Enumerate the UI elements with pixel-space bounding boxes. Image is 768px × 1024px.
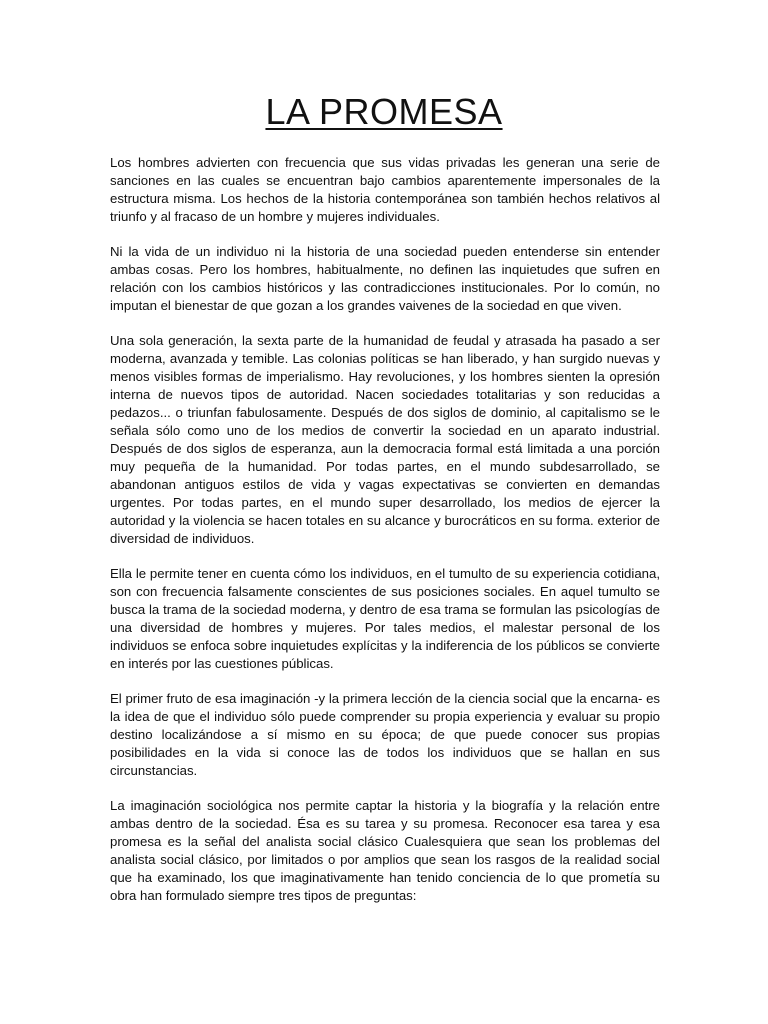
- paragraph-4: Ella le permite tener en cuenta cómo los individuos, en el tumulto de su experiencia cotidiana, son con frecuencia falsamente conscientes de sus posiciones sociales. En aquel tumulto se busca la trama de la sociedad moderna, y dentro de esa trama se formulan las psicologías de una diversidad de hombres y mujeres. Por tales medios, el malestar personal de los individuos se enfoca sobre inquietudes explícitas y la indiferencia de los públicos se convierte en interés por las cuestiones públicas.: [110, 566, 660, 671]
- document-title: LA PROMESA: [265, 91, 503, 132]
- document-body: [110, 154, 660, 922]
- paragraph-1: Los hombres advierten con frecuencia que sus vidas privadas les generan una serie de sanciones en las cuales se encuentran bajo cambios aparentemente impersonales de la estructura misma. Los hechos de la historia contemporánea son también hechos relativos al triunfo y al fracaso de un hombre y mujeres individuales.: [110, 155, 660, 224]
- paragraph-6: La imaginación sociológica nos permite captar la historia y la biografía y la relación entre ambas dentro de la sociedad. Ésa es su tarea y su promesa. Reconocer esa tarea y esa promesa es la señal del analista social clásico Cualesquiera que sean los problemas del analista social clásico, por limitados o por amplios que sean los rasgos de la realidad social que ha examinado, los que imaginativamente han tenido conciencia de lo que prometía su obra han formulado siempre tres tipos de preguntas:: [110, 798, 660, 903]
- paragraph-2: Ni la vida de un individuo ni la historia de una sociedad pueden entenderse sin entender ambas cosas. Pero los hombres, habitualmente, no definen las inquietudes que sufren en relación con los cambios históricos y las contradicciones institucionales. Por lo común, no imputan el bienestar de que gozan a los grandes vaivenes de la sociedad en que viven.: [110, 244, 660, 313]
- paragraph-5: El primer fruto de esa imaginación -y la primera lección de la ciencia social que la encarna- es la idea de que el individuo sólo puede comprender su propia experiencia y evaluar su propio destino localizándose a sí mismo en su época; de que puede conocer sus propias posibilidades en la vida si conoce las de todos los individuos que se hallan en sus circunstancias.: [110, 691, 660, 778]
- paragraph-3: Una sola generación, la sexta parte de la humanidad de feudal y atrasada ha pasado a ser moderna, avanzada y temible. Las colonias políticas se han liberado, y han surgido nuevas y menos visibles formas de imperialismo. Hay revoluciones, y los hombres sienten la opresión interna de nuevos tipos de autoridad. Nacen sociedades totalitarias y son reducidas a pedazos... o triunfan fabulosamente. Después de dos siglos de dominio, al capitalismo se le señala sólo como uno de los medios de convertir la sociedad en un aparato industrial. Después de dos siglos de esperanza, aun la democracia formal está limitada a una porción muy pequeña de la humanidad. Por todas partes, en el mundo subdesarrollado, se abandonan antiguos estilos de vida y vagas expectativas se convierten en demandas urgentes. Por todas partes, en el mundo super desarrollado, los medios de ejercer la autoridad y la violencia se hacen totales en su alcance y burocráticos en su forma. exterior de diversidad de individuos.: [110, 333, 660, 546]
